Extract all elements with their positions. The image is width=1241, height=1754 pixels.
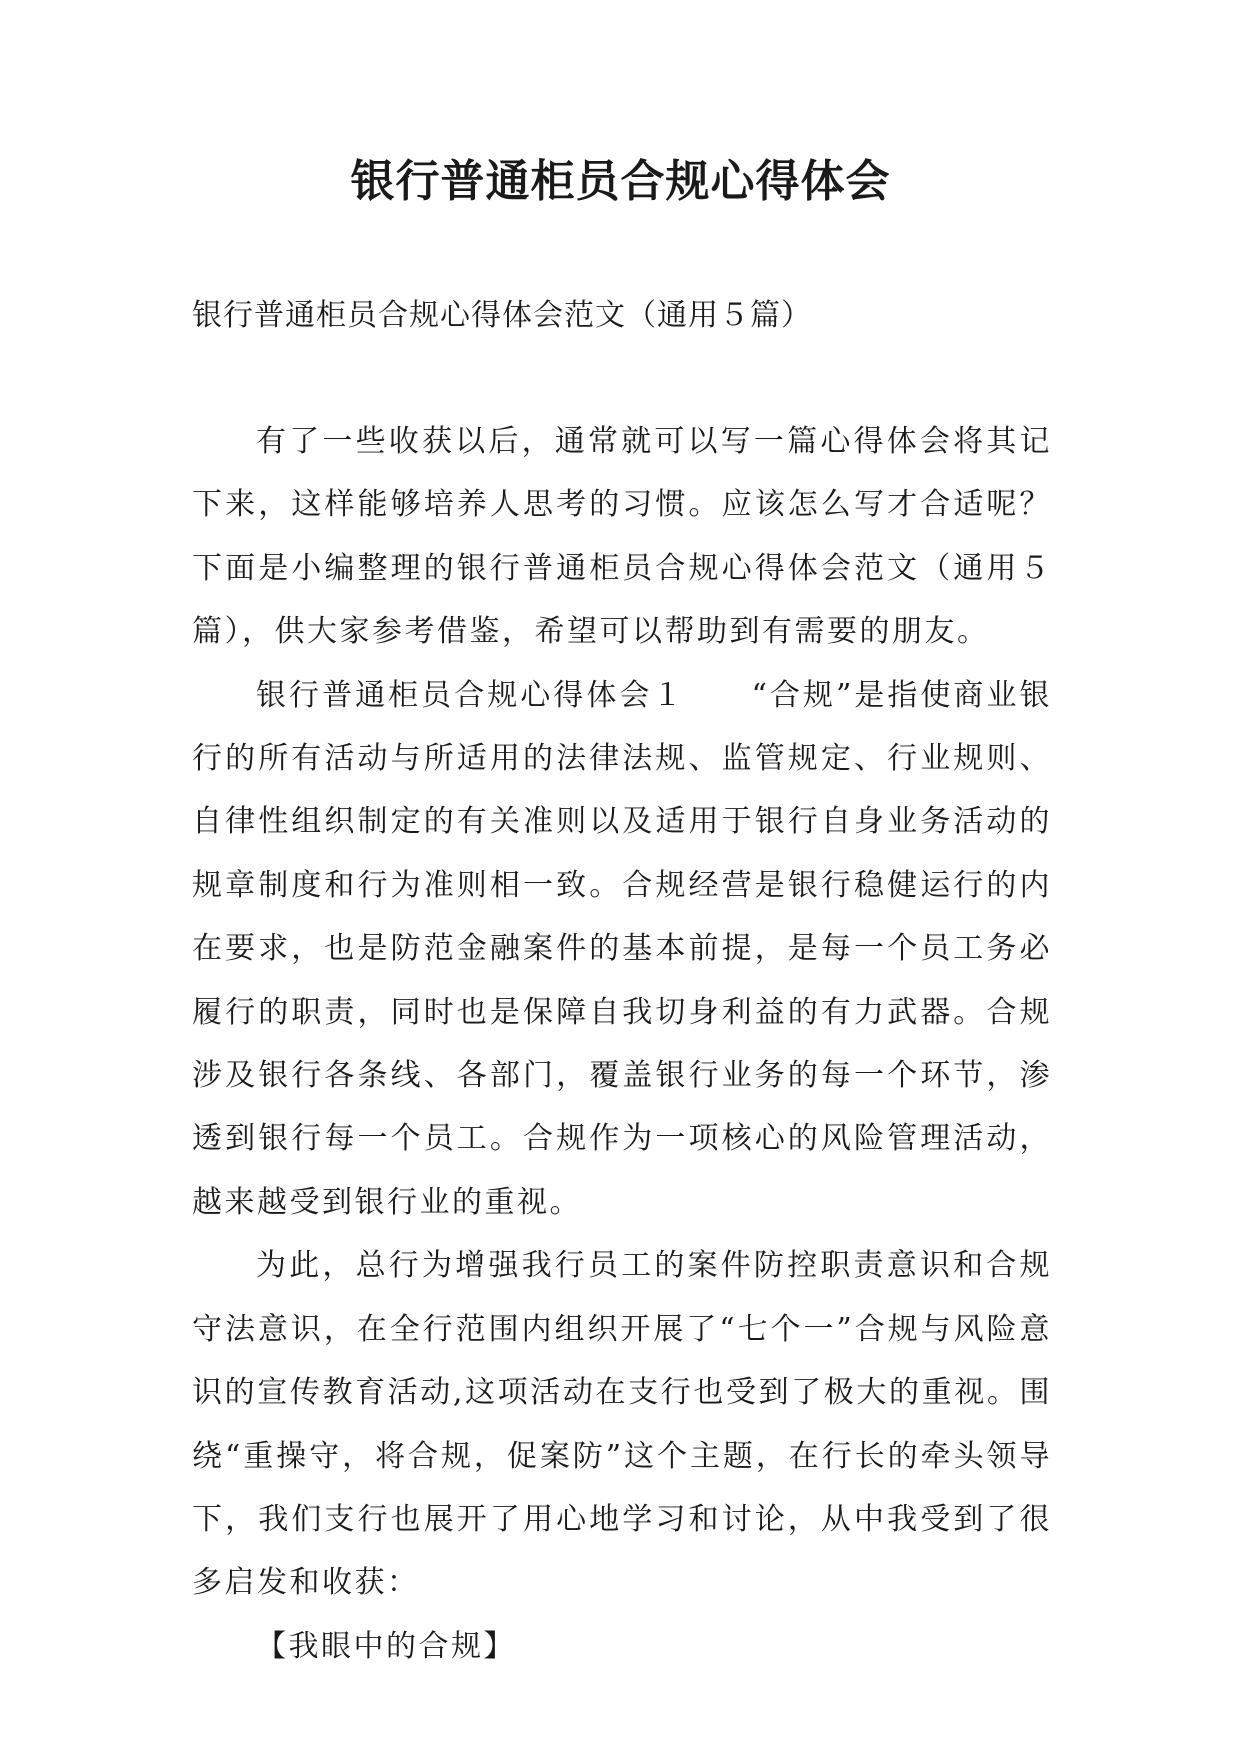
document-title: 银行普通柜员合规心得体会 <box>350 156 891 207</box>
essay-one-paragraph: 银行普通柜员合规心得体会１ “合规”是指使商业银行的所有活动与所适用的法律法规、监管规定、行业规则、自律性组织制定的有关准则以及适用于银行自身业务活动的规章制度和行为准则相一致。合规经营是银行稳健运行的内在要求，也是防范金融案件的基本前提，是每一个员工务必履行的职责，同时也是保障自我切身利益的有力武器。合规涉及银行各条线、各部门，覆盖银行业务的每一个环节，渗透到银行每一个员工。合规作为一项核心的风险管理活动，越来越受到银行业的重视。 <box>192 677 1052 1220</box>
essay-one-paragraph-two: 为此，总行为增强我行员工的案件防控职责意识和合规守法意识，在全行范围内组织开展了“七个一”合规与风险意识的宣传教育活动,这项活动在支行也受到了极大的重视。围绕“重操守，将合规，促案防”这个主题，在行长的牵头领导下，我们支行也展开了用心地学习和讨论，从中我受到了很多启发和收获： <box>192 1248 1052 1601</box>
document-subtitle: 银行普通柜员合规心得体会范文（通用５篇） <box>192 298 812 333</box>
document-body <box>192 410 1052 1678</box>
section-heading: 【我眼中的合规】 <box>256 1628 516 1664</box>
intro-paragraph: 有了一些收获以后，通常就可以写一篇心得体会将其记下来，这样能够培养人思考的习惯。应该怎么写才合适呢？下面是小编整理的银行普通柜员合规心得体会范文（通用５篇），供大家参考借鉴，希望可以帮助到有需要的朋友。 <box>192 424 1052 650</box>
